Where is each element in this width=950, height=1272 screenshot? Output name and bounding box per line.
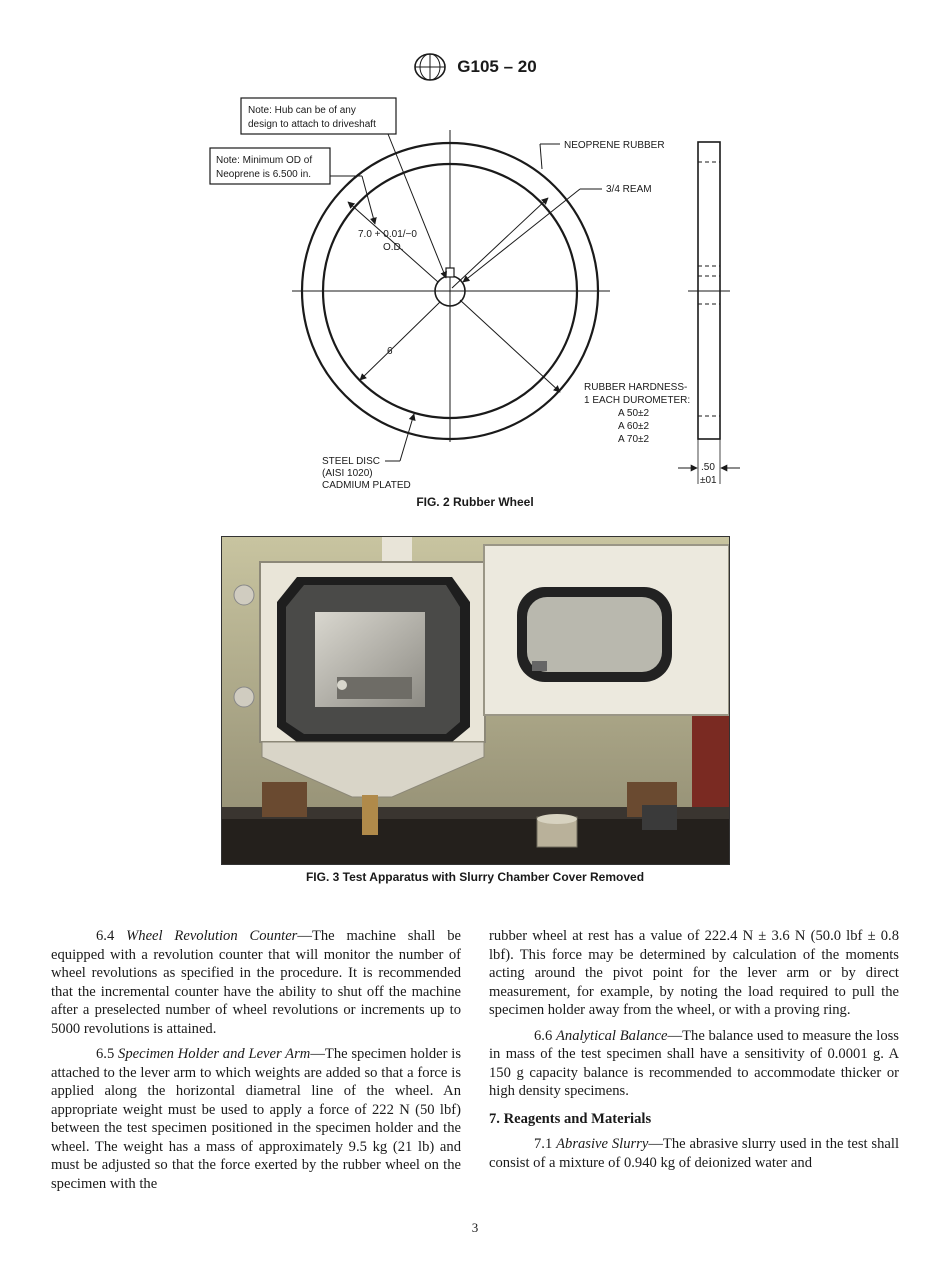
hardness-line1: RUBBER HARDNESS- <box>584 382 688 393</box>
paragraph-6-6: 6.6 Analytical Balance—The balance used to measure the loss in mass of the test specimen shall have a sensitivity of 0.0001 g. A 150 g capacity balance is recommended to accommodate thicker or high density specimens. <box>489 1027 899 1099</box>
right-text-column <box>489 927 899 1179</box>
hub-note-line1: Note: Hub can be of any <box>248 105 356 116</box>
page-header <box>0 52 950 82</box>
thickness-dim-line1: .50 <box>701 462 715 473</box>
ream-label: 3/4 REAM <box>606 184 652 195</box>
od-dim-line1: 7.0 + 0.01/−0 <box>358 229 417 240</box>
left-text-column <box>51 927 461 1200</box>
astm-logo-icon <box>413 52 447 82</box>
thickness-dim-line2: ±01 <box>700 475 717 486</box>
steel-disc-line2: (AISI 1020) <box>322 468 373 479</box>
steel-disc-line1: STEEL DISC <box>322 456 380 467</box>
steel-disc-line3: CADMIUM PLATED <box>322 480 411 491</box>
standard-designation: G105 – 20 <box>457 57 537 76</box>
neoprene-label: NEOPRENE RUBBER <box>564 140 665 151</box>
test-apparatus-photo <box>221 536 730 865</box>
paragraph-6-4: 6.4 Wheel Revolution Counter—The machine shall be equipped with a revolution counter that will monitor the number of wheel revolutions as specified in the procedure. It is recommended that the incremental counter have the ability to shut off the machine after a preselected number of wheel revolutions or increments up to 5000 revolutions is attained. <box>51 928 461 1037</box>
dim-6-label: 6 <box>387 346 393 357</box>
paragraph-6-5: 6.5 Specimen Holder and Lever Arm—The specimen holder is attached to the lever arm to which weights are added so that a force is applied along the horizontal diametral line of the wheel. An appropriate weight must be used to apply a force of 222 N (50 lbf) between the test specimen positioned in the specimen holder and the wheel. The weight has a mass of approximately 9.5 kg (21 lb) and must be adjusted so that the force exerted by the rubber wheel on the specimen with the <box>51 1046 462 1192</box>
paragraph-6-5-continued: rubber wheel at rest has a value of 222.4 N ± 3.6 N (50.0 lbf ± 0.8 lbf). This force may be determined by calculation of the moments acting around the pivot point for the lever arm or by direct measurement, for example, by noting the load required to pull the specimen holder away from the wheel, or with a proving ring. <box>489 928 899 1018</box>
fig2-caption: FIG. 2 Rubber Wheel <box>416 495 534 509</box>
hub-note-line2: design to attach to driveshaft <box>248 119 376 130</box>
hardness-a50: A 50±2 <box>618 408 650 419</box>
paragraph-7-1: 7.1 Abrasive Slurry—The abrasive slurry used in the test shall consist of a mixture of 0.940 kg of deionized water and <box>489 1136 899 1171</box>
od-note-line1: Note: Minimum OD of <box>216 155 313 166</box>
section-7-heading: 7. Reagents and Materials <box>489 1110 652 1127</box>
hardness-a70: A 70±2 <box>618 434 650 445</box>
od-note-line2: Neoprene is 6.500 in. <box>216 169 312 180</box>
test-apparatus-illustration <box>222 537 729 864</box>
hardness-line2: 1 EACH DUROMETER: <box>584 395 691 406</box>
keyway <box>446 268 454 277</box>
fig3-caption: FIG. 3 Test Apparatus with Slurry Chamber Cover Removed <box>305 870 645 884</box>
rubber-wheel-drawing <box>200 92 760 492</box>
page-number: 3 <box>471 1220 479 1235</box>
od-dim-line2: O.D. <box>383 242 404 253</box>
hardness-a60: A 60±2 <box>618 421 650 432</box>
